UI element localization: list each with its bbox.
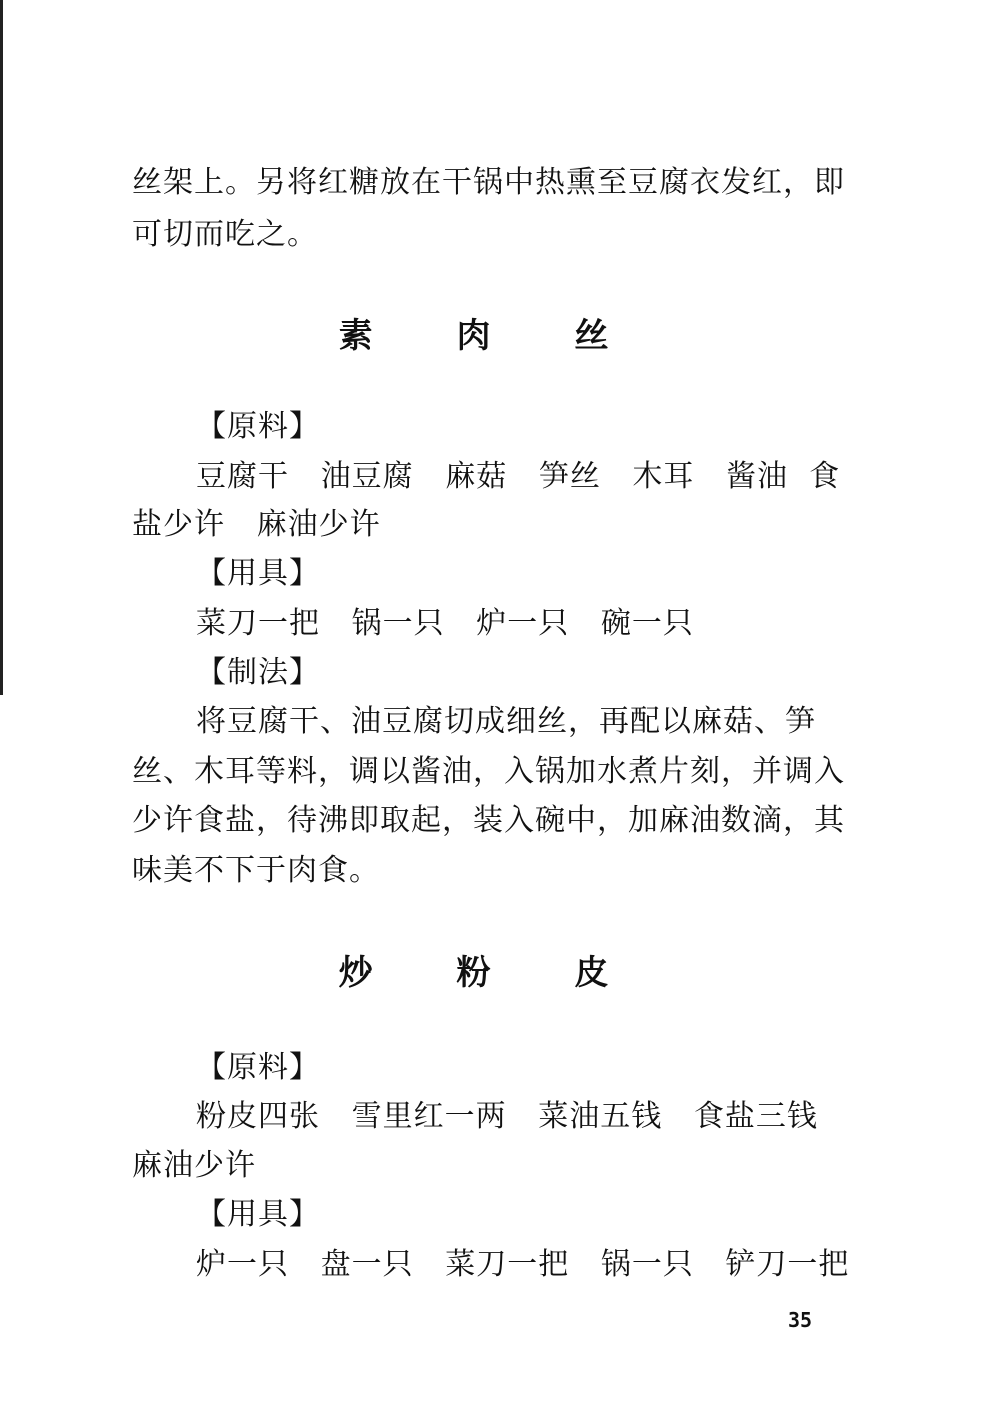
section-heading-ingredients: 【原料】	[196, 409, 320, 444]
tools-line: 炉一只 盘一只 菜刀一把 锅一只 铲刀一把	[196, 1247, 850, 1282]
text-line: 丝架上。另将红糖放在干锅中热熏至豆腐衣发红，即	[132, 165, 845, 200]
section-heading-method: 【制法】	[196, 655, 320, 690]
method-line: 少许食盐，待沸即取起，装入碗中，加麻油数滴，其	[132, 803, 845, 838]
ingredients-line: 麻油少许	[132, 1148, 256, 1183]
ingredients-line: 盐少许 麻油少许	[132, 507, 381, 542]
method-line: 丝、木耳等料，调以酱油，入锅加水煮片刻，并调入	[132, 754, 845, 789]
ingredients-line: 豆腐干 油豆腐 麻菇 笋丝 木耳 酱油 食	[196, 459, 841, 494]
text-line: 可切而吃之。	[132, 217, 318, 252]
section-heading-ingredients: 【原料】	[196, 1050, 320, 1085]
tools-line: 菜刀一把 锅一只 炉一只 碗一只	[196, 606, 694, 641]
method-line: 将豆腐干、油豆腐切成细丝，再配以麻菇、笋	[196, 704, 816, 739]
recipe-title: 炒 粉 皮	[338, 953, 645, 993]
method-line: 味美不下于肉食。	[132, 853, 380, 888]
page-number: 35	[788, 1308, 813, 1332]
section-heading-tools: 【用具】	[196, 556, 320, 591]
ingredients-line: 粉皮四张 雪里红一两 菜油五钱 食盐三钱	[196, 1099, 818, 1134]
section-heading-tools: 【用具】	[196, 1197, 320, 1232]
recipe-title: 素 肉 丝	[338, 316, 645, 356]
